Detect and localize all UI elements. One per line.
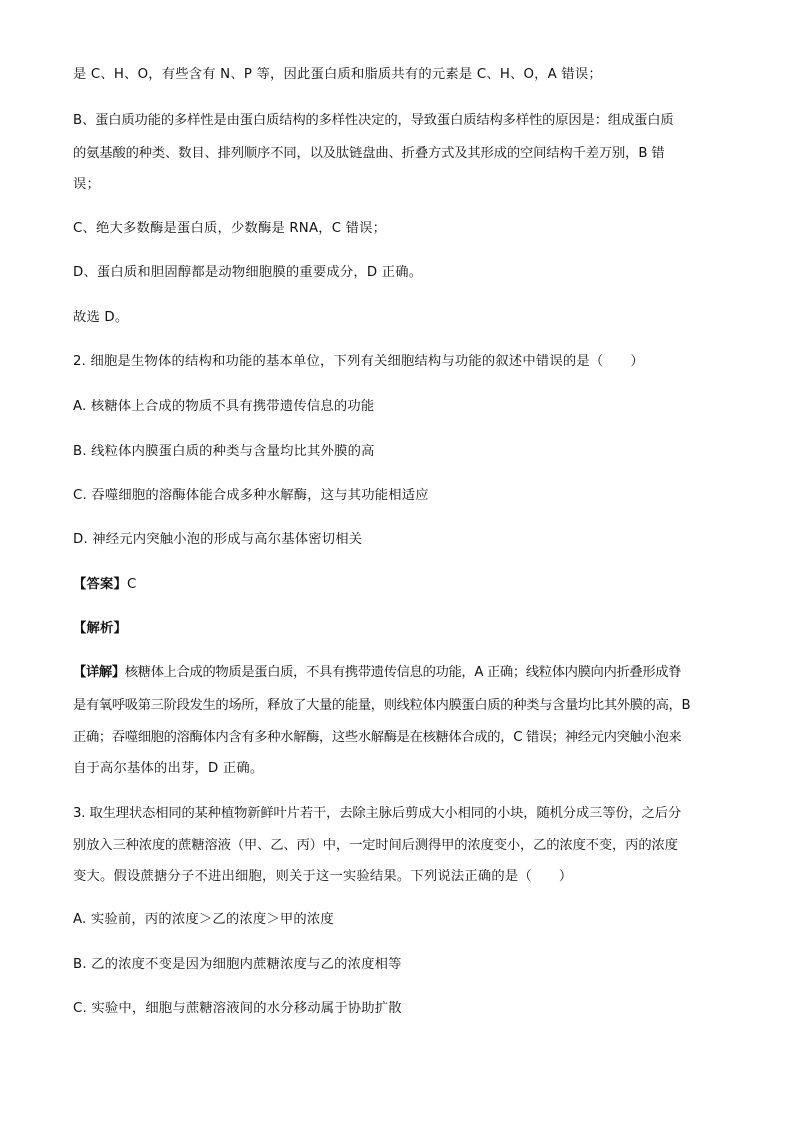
text-line: C、绝大多数酶是蛋白质，少数酶是 RNA，C 错误； [73,221,387,236]
question-2-option-d: D. 神经元内突触小泡的形成与高尔基体密切相关 [73,532,363,547]
detail-line: 正确；吞噬细胞的溶酶体内含有多种水解酶，这些水解酶是在核糖体合成的，C 错误；神经元内突触小泡来 [73,730,682,745]
text-line: 是 C、H、O，有些含有 N、P 等，因此蛋白质和脂质共有的元素是 C、H、O，A 错误； [73,67,602,82]
analysis-label: 【解析】 [73,621,127,636]
question-3-option-a: A. 实验前，丙的浓度＞乙的浓度＞甲的浓度 [73,912,334,927]
question-3-stem: 变大。假设蔗搪分子不进出细胞，则关于这一实验结果。下列说法正确的是（ ） [73,869,573,884]
text-line: 故选 D。 [73,310,129,325]
question-3-option-b: B. 乙的浓度不变是因为细胞内蔗糖浓度与乙的浓度相等 [73,957,402,972]
question-3-stem: 3. 取生理状态相同的某种植物新鲜叶片若干，去除主脉后剪成大小相同的小块，随机分成三等份，之后分 [73,806,682,821]
question-3-option-c: C. 实验中，细胞与蔗糖溶液间的水分移动属于协助扩散 [73,1001,402,1016]
answer-label: 【答案】 [73,577,127,592]
question-2-option-a: A. 核糖体上合成的物质不具有携带遗传信息的功能 [73,399,375,414]
detail-line: 自于高尔基体的出芽，D 正确。 [73,761,264,776]
text-line: B、蛋白质功能的多样性是由蛋白质结构的多样性决定的，导致蛋白质结构多样性的原因是：组成蛋白质 [73,113,674,128]
text-line: 的氨基酸的种类、数目、排列顺序不同，以及肽链盘曲、折叠方式及其形成的空间结构千差万别，B 错 [73,146,665,161]
question-2-option-c: C. 吞噬细胞的溶酶体能合成多种水解酶，这与其功能相适应 [73,488,429,503]
detail-line: 是有氧呼吸第三阶段发生的场所，释放了大量的能量，则线粒体内膜蛋白质的种类与含量均比其外膜的高，B [73,698,691,713]
answer-value: C [127,577,137,592]
answer-line [73,576,733,594]
question-3-stem: 别放入三种浓度的蔗糖溶液（甲、乙、丙）中，一定时间后测得甲的浓度变小，乙的浓度不变，丙的浓度 [73,838,678,853]
detail-line [73,664,733,682]
question-2-option-b: B. 线粒体内膜蛋白质的种类与含量均比其外膜的高 [73,444,375,459]
detail-label: 【详解】 [73,665,125,680]
question-2-stem: 2. 细胞是生物体的结构和功能的基本单位，下列有关细胞结构与功能的叙述中错误的是（ ） [73,354,644,369]
text-line: D、蛋白质和胆固醇都是动物细胞膜的重要成分，D 正确。 [73,265,423,280]
detail-text: 核糖体上合成的物质是蛋白质，不具有携带遗传信息的功能，A 正确；线粒体内膜向内折叠形成脊 [124,665,682,680]
text-line: 误； [73,177,100,192]
